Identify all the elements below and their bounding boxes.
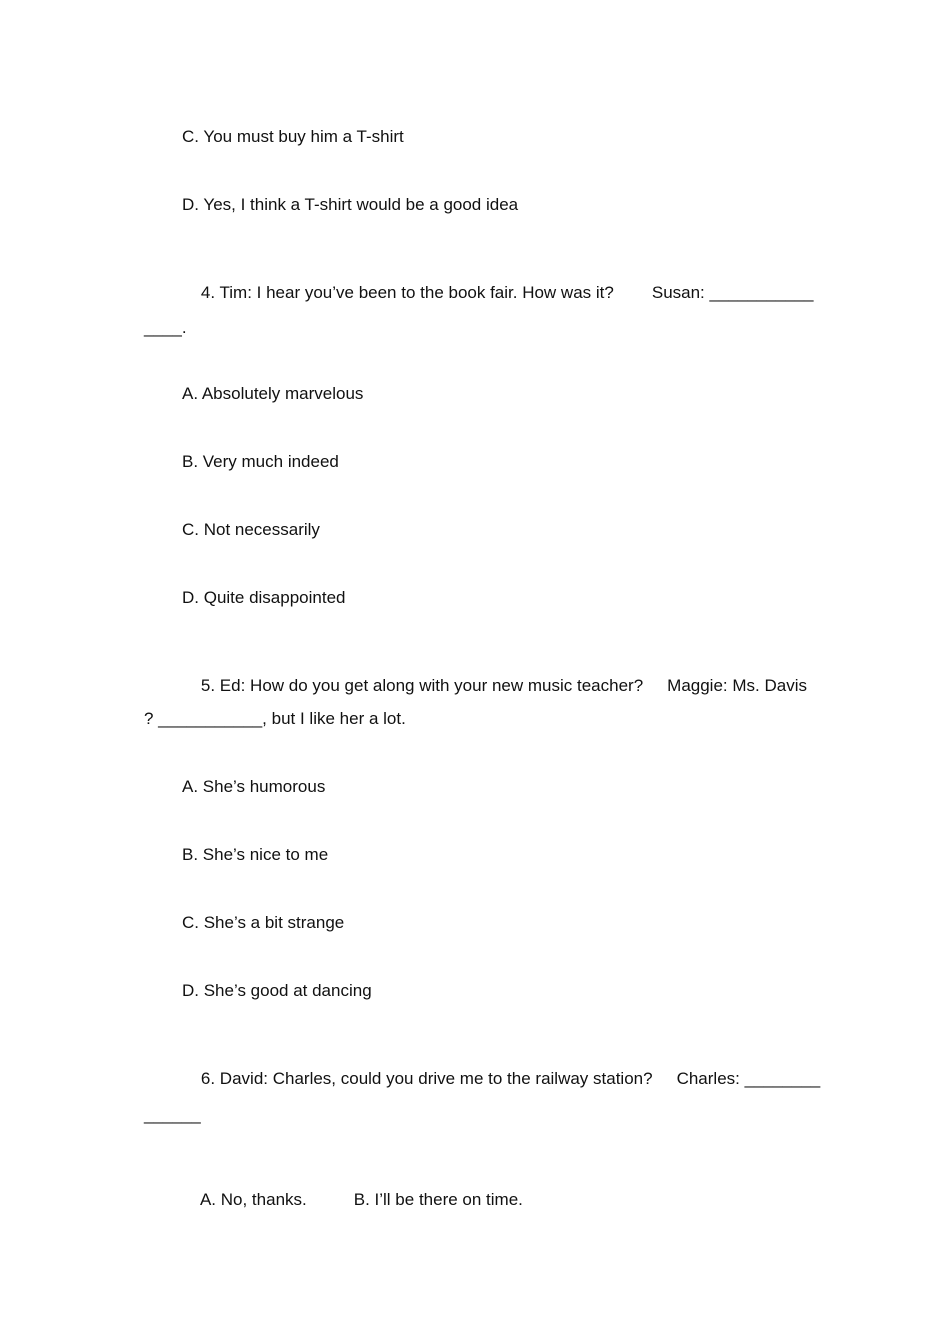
q6-option-b: B. I’ll be there on time.	[353, 1190, 523, 1209]
q5-continuation: ? ___________, but I like her a lot.	[144, 709, 406, 728]
q6-options-line	[182, 1170, 523, 1230]
q4-option-b: B. Very much indeed	[182, 452, 339, 471]
q6-reply: Charles: ________	[676, 1069, 821, 1088]
q6-continuation: ______	[144, 1105, 201, 1124]
q5-option-c: C. She’s a bit strange	[182, 913, 345, 932]
q4-prompt: 4. Tim: I hear you’ve been to the book fair. How was it?	[200, 283, 614, 302]
q5-option-d: D. She’s good at dancing	[182, 981, 372, 1000]
q6-option-a: A. No, thanks.	[199, 1190, 307, 1209]
q5-option-b: B. She’s nice to me	[182, 845, 329, 864]
q6-prompt: 6. David: Charles, could you drive me to the railway station?	[200, 1069, 653, 1088]
q4-reply: Susan: ___________	[651, 283, 814, 302]
q4-continuation: ____.	[144, 318, 187, 337]
q4-question-line	[182, 263, 814, 323]
q5-reply: Maggie: Ms. Davis	[667, 676, 807, 695]
q5-question-line	[182, 656, 807, 716]
q3-option-d: D. Yes, I think a T-shirt would be a good idea	[182, 195, 519, 214]
q3-option-c: C. You must buy him a T-shirt	[182, 127, 404, 146]
q5-option-a: A. She’s humorous	[182, 777, 326, 796]
q5-prompt: 5. Ed: How do you get along with your new music teacher?	[200, 676, 644, 695]
q4-option-c: C. Not necessarily	[182, 520, 320, 539]
q6-question-line	[182, 1049, 820, 1109]
q4-option-d: D. Quite disappointed	[182, 588, 346, 607]
q4-option-a: A. Absolutely marvelous	[182, 384, 364, 403]
